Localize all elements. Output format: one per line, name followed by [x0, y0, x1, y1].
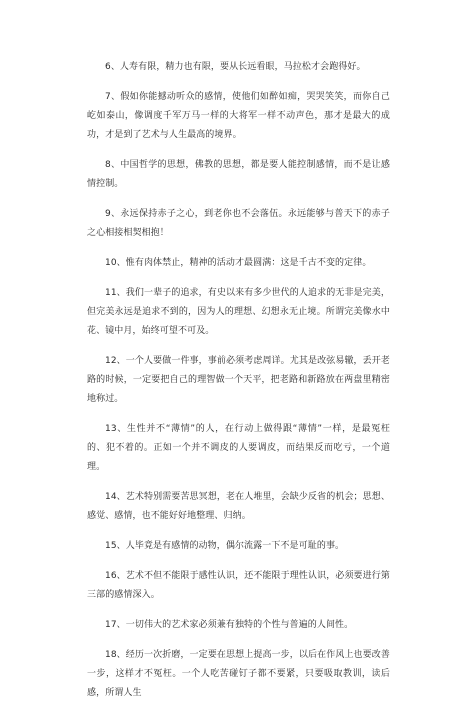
- quote-paragraph-7: 7、假如你能撼动听众的感情，使他们如醉如痴，哭哭笑笑，而你自己屹如泰山，像调度千军万马一样的大将军一样不动声色，那才是最大的成功，才是到了艺术与人生最高的境界。: [87, 92, 390, 140]
- quote-paragraph-13: 13、生性并不“薄情”的人，在行动上做得跟“薄情”一样，是最冤枉的、犯不着的。正如一个并不调皮的人要调皮，而结果反而吃亏，一个道理。: [87, 424, 390, 472]
- quote-paragraph-11: 11、我们一辈子的追求，有史以来有多少世代的人追求的无非是完美，但完美永远是追求不到的，因为人的理想、幻想永无止境。所谓完美像水中花、镜中月，始终可望不可及。: [87, 288, 390, 336]
- quote-paragraph-17: 17、一切伟大的艺术家必须兼有独特的个性与普遍的人间性。: [105, 620, 354, 630]
- quote-paragraph-8: 8、中国哲学的思想，佛教的思想，都是要人能控制感情，而不是让感情控制。: [87, 160, 390, 189]
- quote-paragraph-15: 15、人毕竟是有感情的动物，偶尔流露一下不是可耻的事。: [105, 541, 345, 551]
- quote-paragraph-14: 14、艺术特别需要苦思冥想，老在人堆里，会缺少反省的机会；思想、感觉、感情，也不能好好地整理、归纳。: [87, 492, 390, 521]
- quote-paragraph-10: 10、惟有肉体禁止，精神的活动才最圆满：这是千古不变的定律。: [105, 258, 372, 268]
- quote-paragraph-16: 16、艺术不但不能限于感性认识，还不能限于理性认识，必须要进行第三部的感情深入。: [87, 571, 390, 600]
- quote-paragraph-18: 18、经历一次折磨，一定要在思想上提高一步，以后在作风上也要改善一步，这样才不冤枉。一个人吃苦碰钉子都不要紧，只要吸取教训，读后感，所谓人生: [87, 650, 390, 698]
- document-body: [87, 58, 390, 714]
- quote-paragraph-6: 6、人寿有限，精力也有限，要从长远看眼，马拉松才会跑得好。: [105, 62, 366, 72]
- quote-paragraph-9: 9、永远保持赤子之心，到老你也不会落伍。永远能够与普天下的赤子之心相接相契相抱！: [87, 209, 390, 238]
- quote-paragraph-12: 12、一个人要做一件事，事前必须考虑周详。尤其是改弦易辙，丢开老路的时候，一定要把自己的理智做一个天平，把老路和新路放在两盘里精密地称过。: [87, 356, 390, 404]
